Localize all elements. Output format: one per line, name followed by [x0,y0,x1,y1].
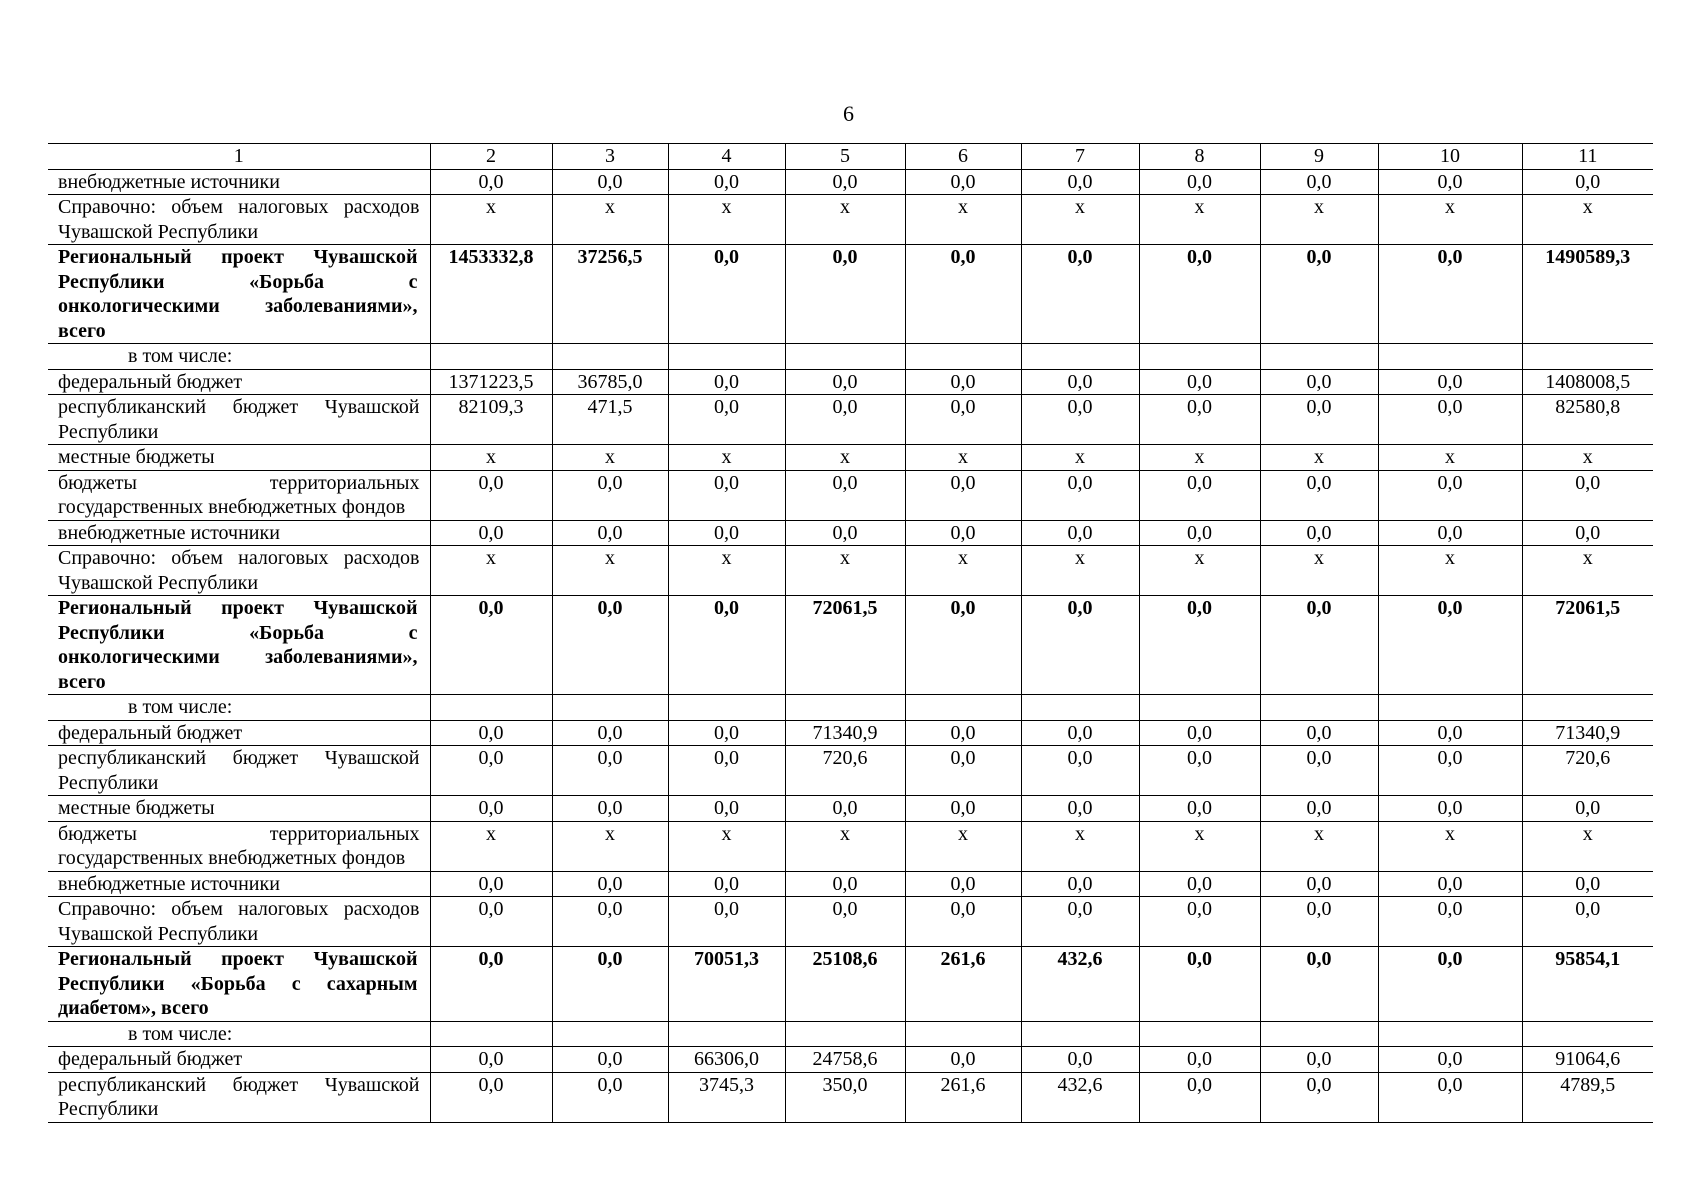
value-cell: 0,0 [785,369,905,395]
value-cell: 82580,8 [1522,395,1653,445]
column-number: 5 [785,144,905,170]
value-cell: х [1139,445,1260,471]
value-cell: 0,0 [430,720,552,746]
value-cell: х [430,821,552,871]
project-total-row [48,947,1653,1022]
value-cell: 0,0 [668,720,785,746]
value-cell: 0,0 [1378,1047,1522,1073]
value-cell: х [1522,821,1653,871]
value-cell: 1408008,5 [1522,369,1653,395]
value-cell: 0,0 [1260,796,1378,822]
table-row [48,470,1653,520]
row-label: бюджеты территориальных государственных внебюджетных фондов [48,821,430,871]
value-cell: 720,6 [1522,746,1653,796]
row-label: Справочно: объем налоговых расходов Чувашской Республики [48,195,430,245]
value-cell: 0,0 [1522,871,1653,897]
row-label: внебюджетные источники [48,520,430,546]
value-cell: 0,0 [1139,796,1260,822]
value-cell: 0,0 [1378,796,1522,822]
value-cell: 0,0 [1260,947,1378,1022]
value-cell: 0,0 [785,395,905,445]
value-cell [1139,1021,1260,1047]
value-cell: 0,0 [905,395,1021,445]
value-cell: 0,0 [1021,596,1139,695]
value-cell: 0,0 [1260,169,1378,195]
value-cell: х [1139,195,1260,245]
value-cell: 3745,3 [668,1072,785,1122]
value-cell: 0,0 [552,947,668,1022]
value-cell: 0,0 [552,897,668,947]
value-cell: х [668,546,785,596]
value-cell [905,695,1021,721]
value-cell: х [1021,821,1139,871]
value-cell: 0,0 [905,470,1021,520]
value-cell: 0,0 [668,470,785,520]
value-cell: 0,0 [905,520,1021,546]
value-cell: 0,0 [785,796,905,822]
value-cell: 432,6 [1021,1072,1139,1122]
value-cell [1378,344,1522,370]
column-number: 4 [668,144,785,170]
value-cell: х [1522,546,1653,596]
value-cell [1139,695,1260,721]
row-label: в том числе: [48,344,430,370]
column-number: 6 [905,144,1021,170]
column-number: 3 [552,144,668,170]
value-cell: 0,0 [1378,947,1522,1022]
value-cell: х [1260,546,1378,596]
value-cell: 0,0 [1139,897,1260,947]
value-cell: 0,0 [552,720,668,746]
value-cell [1522,1021,1653,1047]
row-label: внебюджетные источники [48,871,430,897]
column-number: 9 [1260,144,1378,170]
value-cell: 0,0 [552,1072,668,1122]
row-label: республиканский бюджет Чувашской Республики [48,746,430,796]
value-cell: 0,0 [1260,871,1378,897]
value-cell [430,344,552,370]
value-cell: 4789,5 [1522,1072,1653,1122]
value-cell: х [552,821,668,871]
value-cell: 0,0 [1139,947,1260,1022]
value-cell [552,1021,668,1047]
row-label: федеральный бюджет [48,1047,430,1073]
value-cell: 1490589,3 [1522,245,1653,344]
value-cell: 25108,6 [785,947,905,1022]
value-cell [668,344,785,370]
value-cell: 0,0 [1021,796,1139,822]
value-cell: х [430,445,552,471]
column-number: 1 [48,144,430,170]
value-cell: 0,0 [668,871,785,897]
value-cell: 0,0 [668,395,785,445]
value-cell: 0,0 [1021,369,1139,395]
value-cell [430,695,552,721]
value-cell: 37256,5 [552,245,668,344]
value-cell: 0,0 [1139,1047,1260,1073]
value-cell: 0,0 [430,520,552,546]
value-cell: 0,0 [1021,897,1139,947]
value-cell: 0,0 [1021,520,1139,546]
table-row [48,445,1653,471]
value-cell: х [1260,821,1378,871]
value-cell: 24758,6 [785,1047,905,1073]
value-cell: 0,0 [1139,245,1260,344]
row-label: в том числе: [48,1021,430,1047]
row-label: местные бюджеты [48,796,430,822]
project-total-row [48,245,1653,344]
value-cell: 0,0 [785,871,905,897]
value-cell: 0,0 [668,596,785,695]
row-label: Справочно: объем налоговых расходов Чувашской Республики [48,897,430,947]
column-number: 10 [1378,144,1522,170]
value-cell: 0,0 [430,596,552,695]
value-cell: 1371223,5 [430,369,552,395]
value-cell [1378,695,1522,721]
value-cell [430,1021,552,1047]
value-cell: х [1139,821,1260,871]
value-cell: 0,0 [1260,470,1378,520]
value-cell: 0,0 [552,871,668,897]
value-cell: 0,0 [1021,1047,1139,1073]
value-cell: 0,0 [1378,596,1522,695]
value-cell: 0,0 [1260,746,1378,796]
column-number: 7 [1021,144,1139,170]
value-cell: 0,0 [1139,470,1260,520]
value-cell: х [1522,445,1653,471]
table-row [48,546,1653,596]
value-cell: 0,0 [905,369,1021,395]
value-cell: 0,0 [430,897,552,947]
value-cell: 0,0 [1378,871,1522,897]
table-row [48,897,1653,947]
value-cell [1021,1021,1139,1047]
value-cell: х [552,195,668,245]
value-cell: х [1378,546,1522,596]
value-cell: 72061,5 [785,596,905,695]
value-cell: 0,0 [905,746,1021,796]
value-cell: 0,0 [1378,245,1522,344]
value-cell: х [430,546,552,596]
value-cell: 0,0 [668,245,785,344]
value-cell: 0,0 [1378,1072,1522,1122]
value-cell: 0,0 [1021,871,1139,897]
column-number: 2 [430,144,552,170]
project-total-row [48,596,1653,695]
value-cell: х [668,821,785,871]
value-cell [668,695,785,721]
value-cell: 0,0 [1378,169,1522,195]
table-row [48,1047,1653,1073]
value-cell: 0,0 [1260,520,1378,546]
row-label: федеральный бюджет [48,720,430,746]
value-cell: 0,0 [1260,1072,1378,1122]
row-label: Региональный проект Чувашской Республики «Борьба с сахарным диабетом», всего [48,947,430,1022]
value-cell: 0,0 [1021,470,1139,520]
value-cell: 0,0 [785,245,905,344]
value-cell: х [668,445,785,471]
row-label: бюджеты территориальных государственных внебюджетных фондов [48,470,430,520]
value-cell: х [905,445,1021,471]
subheading-row [48,1021,1653,1047]
row-label: республиканский бюджет Чувашской Республики [48,1072,430,1122]
value-cell: х [1021,195,1139,245]
value-cell: 0,0 [1139,520,1260,546]
value-cell: 0,0 [1260,897,1378,947]
value-cell: 71340,9 [785,720,905,746]
value-cell: 0,0 [1522,796,1653,822]
value-cell: 0,0 [1139,720,1260,746]
value-cell: 0,0 [430,947,552,1022]
value-cell: 0,0 [552,1047,668,1073]
value-cell [552,695,668,721]
value-cell [785,695,905,721]
value-cell: 0,0 [905,596,1021,695]
value-cell: 0,0 [1260,596,1378,695]
value-cell: 0,0 [1378,520,1522,546]
value-cell: 0,0 [668,369,785,395]
value-cell: х [1021,546,1139,596]
value-cell: 0,0 [1260,395,1378,445]
value-cell [905,1021,1021,1047]
value-cell: 0,0 [905,720,1021,746]
value-cell: 0,0 [1021,169,1139,195]
value-cell [668,1021,785,1047]
value-cell: х [905,195,1021,245]
value-cell: х [905,546,1021,596]
subheading-row [48,695,1653,721]
value-cell [1378,1021,1522,1047]
value-cell: 0,0 [785,520,905,546]
table-row [48,1072,1653,1122]
value-cell: х [1139,546,1260,596]
value-cell: 66306,0 [668,1047,785,1073]
value-cell: 432,6 [1021,947,1139,1022]
value-cell: х [1522,195,1653,245]
value-cell: 0,0 [668,746,785,796]
value-cell: х [1021,445,1139,471]
value-cell: 0,0 [430,470,552,520]
budget-table [48,143,1653,1123]
value-cell: х [1378,445,1522,471]
value-cell: 261,6 [905,1072,1021,1122]
value-cell: х [785,445,905,471]
value-cell: х [1260,195,1378,245]
value-cell [905,344,1021,370]
value-cell: 0,0 [430,1047,552,1073]
value-cell [1260,695,1378,721]
value-cell: х [552,445,668,471]
row-label: республиканский бюджет Чувашской Республики [48,395,430,445]
value-cell: х [785,546,905,596]
table-row [48,195,1653,245]
value-cell: 82109,3 [430,395,552,445]
subheading-row [48,344,1653,370]
value-cell [1522,695,1653,721]
row-label: Региональный проект Чувашской Республики «Борьба с онкологическими заболеваниями», всего [48,245,430,344]
value-cell: 0,0 [1021,746,1139,796]
value-cell: 0,0 [1378,746,1522,796]
value-cell: 72061,5 [1522,596,1653,695]
row-label: федеральный бюджет [48,369,430,395]
value-cell: 0,0 [1021,720,1139,746]
value-cell: 0,0 [785,897,905,947]
value-cell: 0,0 [552,169,668,195]
value-cell: 0,0 [1260,720,1378,746]
value-cell: 0,0 [430,1072,552,1122]
value-cell: 0,0 [905,897,1021,947]
column-number: 8 [1139,144,1260,170]
value-cell: 71340,9 [1522,720,1653,746]
table-row [48,746,1653,796]
value-cell: х [1260,445,1378,471]
table-row [48,720,1653,746]
value-cell: 0,0 [1260,369,1378,395]
value-cell: 0,0 [552,596,668,695]
value-cell: 0,0 [1522,470,1653,520]
value-cell: 350,0 [785,1072,905,1122]
table-row [48,369,1653,395]
value-cell: 0,0 [1139,1072,1260,1122]
table-row [48,796,1653,822]
value-cell: х [430,195,552,245]
value-cell: 0,0 [1139,746,1260,796]
value-cell: 0,0 [905,169,1021,195]
value-cell: 0,0 [552,796,668,822]
value-cell [1021,344,1139,370]
value-cell: 0,0 [785,470,905,520]
table-row [48,169,1653,195]
table-row [48,520,1653,546]
value-cell: 0,0 [1378,897,1522,947]
value-cell: 0,0 [1139,596,1260,695]
value-cell: 0,0 [1260,1047,1378,1073]
value-cell: 0,0 [552,746,668,796]
table-body [48,144,1653,1123]
value-cell: х [552,546,668,596]
value-cell: 36785,0 [552,369,668,395]
value-cell: 0,0 [1378,395,1522,445]
value-cell [785,344,905,370]
value-cell: 0,0 [668,520,785,546]
value-cell: 0,0 [552,470,668,520]
value-cell: 471,5 [552,395,668,445]
value-cell: 0,0 [1139,395,1260,445]
page-number: 6 [843,101,854,126]
value-cell: 261,6 [905,947,1021,1022]
row-label: местные бюджеты [48,445,430,471]
row-label: Региональный проект Чувашской Республики «Борьба с онкологическими заболеваниями», всего [48,596,430,695]
row-label: Справочно: объем налоговых расходов Чувашской Республики [48,546,430,596]
value-cell: 0,0 [1378,369,1522,395]
value-cell: 0,0 [905,245,1021,344]
value-cell: 0,0 [668,169,785,195]
value-cell: 0,0 [430,871,552,897]
value-cell [1021,695,1139,721]
value-cell: 0,0 [1139,369,1260,395]
value-cell: 95854,1 [1522,947,1653,1022]
value-cell: 70051,3 [668,947,785,1022]
value-cell: 0,0 [1260,245,1378,344]
table-row [48,871,1653,897]
value-cell: х [905,821,1021,871]
value-cell: 0,0 [1522,520,1653,546]
value-cell: 0,0 [905,796,1021,822]
value-cell: 0,0 [1139,871,1260,897]
value-cell: 0,0 [668,897,785,947]
value-cell: 0,0 [1021,395,1139,445]
value-cell: 0,0 [430,796,552,822]
value-cell: 720,6 [785,746,905,796]
value-cell [1139,344,1260,370]
column-number-row [48,144,1653,170]
value-cell [1260,1021,1378,1047]
table-row [48,395,1653,445]
value-cell [1522,344,1653,370]
value-cell [785,1021,905,1047]
value-cell: х [785,821,905,871]
table-row [48,821,1653,871]
value-cell: 0,0 [552,520,668,546]
value-cell: 0,0 [1522,169,1653,195]
value-cell: 0,0 [1522,897,1653,947]
value-cell: 0,0 [1378,720,1522,746]
value-cell: 0,0 [905,1047,1021,1073]
value-cell: х [668,195,785,245]
value-cell: х [1378,195,1522,245]
value-cell: 91064,6 [1522,1047,1653,1073]
value-cell: 0,0 [905,871,1021,897]
value-cell: 0,0 [785,169,905,195]
value-cell: 0,0 [1378,470,1522,520]
value-cell: 0,0 [668,796,785,822]
value-cell [552,344,668,370]
row-label: в том числе: [48,695,430,721]
column-number: 11 [1522,144,1653,170]
value-cell [1260,344,1378,370]
value-cell: 1453332,8 [430,245,552,344]
value-cell: х [1378,821,1522,871]
value-cell: х [785,195,905,245]
value-cell: 0,0 [430,169,552,195]
row-label: внебюджетные источники [48,169,430,195]
value-cell: 0,0 [1139,169,1260,195]
value-cell: 0,0 [1021,245,1139,344]
value-cell: 0,0 [430,746,552,796]
